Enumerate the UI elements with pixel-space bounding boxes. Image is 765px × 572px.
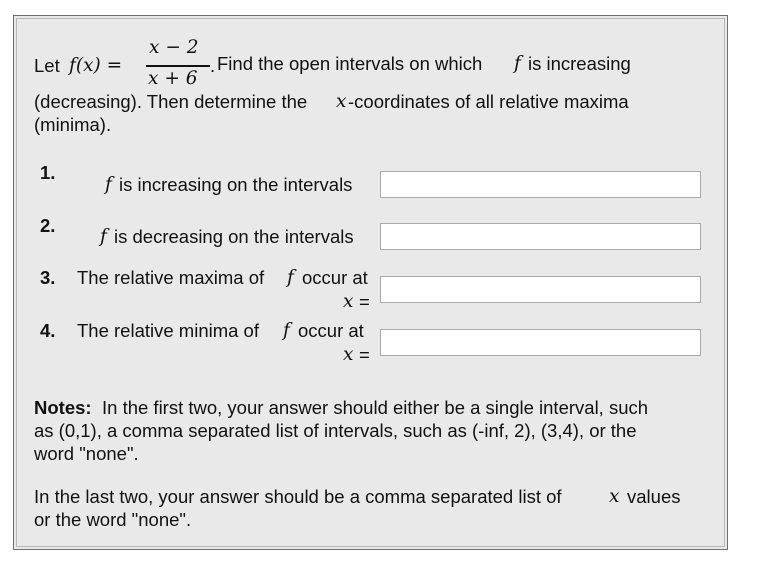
question-3-number: 3. <box>40 267 56 288</box>
question-4-func-symbol: f <box>283 320 290 341</box>
question-3-label-before: The relative maxima of <box>77 267 265 288</box>
problem-box <box>13 15 728 550</box>
problem-line2-text-after: -coordinates of all relative maxima <box>348 91 629 112</box>
problem-x-var: x <box>336 91 347 112</box>
question-4-number: 4. <box>40 320 56 341</box>
question-3-x-label: x <box>343 291 354 312</box>
problem-text-increasing: is increasing <box>528 53 631 74</box>
problem-line2-text: (decreasing). Then determine the <box>34 91 308 112</box>
fraction-denominator: x + 6 <box>148 68 198 89</box>
problem-intro-let: Let <box>34 55 60 76</box>
problem-line3-text: (minima). <box>34 114 112 135</box>
question-3-equals: = <box>359 291 370 312</box>
decreasing-intervals-input[interactable] <box>380 223 701 250</box>
increasing-intervals-input[interactable] <box>380 171 701 198</box>
question-3-func-symbol: f <box>287 267 294 288</box>
problem-period: . <box>210 55 216 76</box>
notes-x-var: x <box>609 486 620 507</box>
question-1-number: 1. <box>40 162 56 183</box>
relative-maxima-input[interactable] <box>380 276 701 303</box>
notes-heading: Notes: <box>34 397 92 418</box>
notes-line4-after: values <box>627 486 681 507</box>
fraction-bar <box>146 65 210 67</box>
notes-line5: or the word "none". <box>34 509 192 530</box>
fraction-numerator: x − 2 <box>149 37 199 58</box>
question-1-func-symbol: f <box>105 174 112 195</box>
notes-line2: as (0,1), a comma separated list of intervals, such as (-inf, 2), (3,4), or the <box>34 420 637 441</box>
question-3-label-after: occur at <box>302 267 368 288</box>
problem-func-lhs: f(x) = <box>69 55 123 76</box>
problem-func-symbol: f <box>514 53 521 74</box>
question-4-label-after: occur at <box>298 320 364 341</box>
question-2-number: 2. <box>40 215 56 236</box>
notes-line4-before: In the last two, your answer should be a comma separated list of <box>34 486 562 507</box>
notes-line3: word "none". <box>34 443 139 464</box>
relative-minima-input[interactable] <box>380 329 701 356</box>
question-2-label: is decreasing on the intervals <box>114 226 354 247</box>
problem-text-find: Find the open intervals on which <box>217 53 483 74</box>
question-2-func-symbol: f <box>100 226 107 247</box>
question-4-equals: = <box>359 344 370 365</box>
question-1-label: is increasing on the intervals <box>119 174 353 195</box>
notes-line1: In the first two, your answer should either be a single interval, such <box>102 397 649 418</box>
question-4-x-label: x <box>343 344 354 365</box>
question-4-label-before: The relative minima of <box>77 320 259 341</box>
